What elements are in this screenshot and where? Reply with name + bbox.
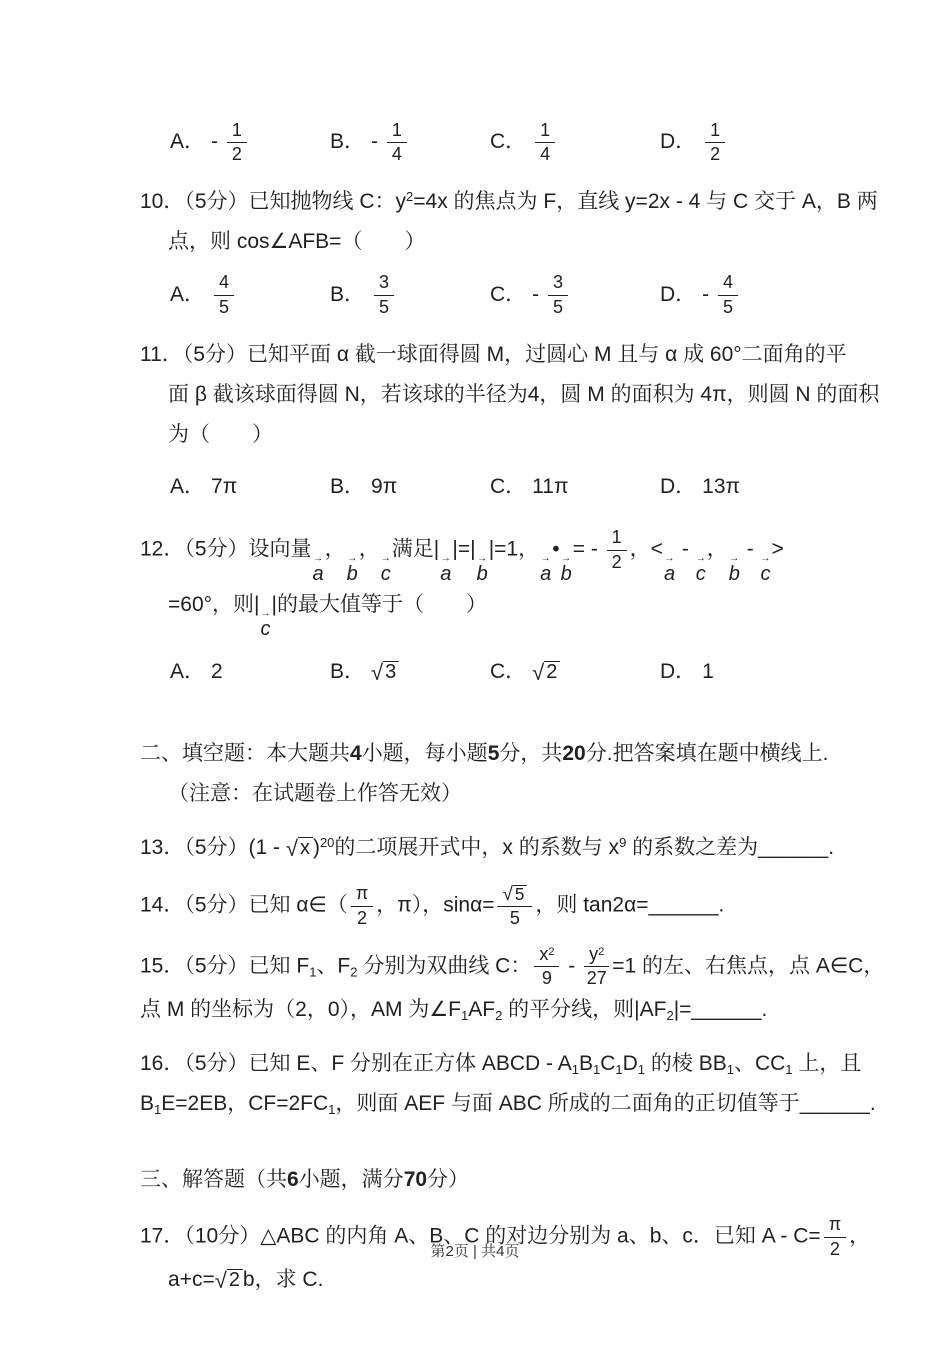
vector-arrow-icon: → (664, 553, 675, 564)
square-root (215, 1269, 243, 1292)
option-label: C． (490, 475, 527, 499)
fraction-denominator: 4 (391, 144, 402, 165)
square-root (286, 837, 313, 860)
radicand: 5 (513, 885, 528, 905)
vector-letter: a (540, 563, 552, 585)
vector-arrow-icon: → (380, 553, 391, 564)
superscript: 2 (548, 945, 555, 958)
fraction (584, 944, 609, 990)
square-root (371, 661, 399, 684)
fraction-denominator: 5 (553, 296, 564, 317)
option-item (490, 646, 660, 698)
fraction-denominator: 27 (586, 968, 607, 989)
vector (540, 554, 551, 585)
section-heading (140, 1160, 852, 1200)
question-block (140, 182, 878, 262)
vector-arrow-icon: → (347, 553, 358, 564)
subscript: 2 (350, 964, 358, 980)
vector (561, 554, 572, 585)
option-item: D． 1 (660, 660, 714, 684)
text-line: 14．（5分）已知 α∈（ $\frac{\pi}{2}$ ，π），sinα= √ 5 5 ，则 tan2α=______. (140, 883, 725, 929)
fraction (535, 120, 555, 166)
question-block (140, 882, 852, 929)
option-item: D． 13π (660, 475, 741, 499)
fraction (214, 272, 234, 318)
option-item: C． - $\frac{3}{5}$ (490, 269, 660, 321)
question-block (140, 1044, 876, 1124)
text-line: （注意：在试题卷上作答无效） (168, 782, 462, 806)
vector (347, 554, 358, 585)
fraction-numerator (497, 882, 532, 907)
option-item: B． 9π (330, 475, 398, 499)
options-row (140, 646, 852, 698)
vector-letter: c (760, 563, 771, 585)
fraction-numerator: 3 (374, 272, 394, 296)
subscript: 1 (592, 1062, 601, 1078)
vector (440, 554, 451, 585)
vector-letter: c (260, 618, 271, 640)
fraction-numerator: π (824, 1214, 846, 1238)
radical-sign: √ (532, 660, 545, 686)
subscript: 1 (309, 964, 317, 980)
section-heading (140, 734, 852, 814)
subscript: 1 (461, 1008, 469, 1024)
page-indicator: 第2页 | 共4页 (430, 1243, 520, 1260)
vector-letter: b (728, 563, 740, 585)
vector-arrow-icon: → (313, 553, 324, 564)
fraction (374, 272, 394, 318)
option-label: C． (490, 660, 527, 684)
option-item (170, 269, 330, 321)
option-item: A． - $\frac{1}{2}$ (170, 116, 330, 168)
fraction (534, 944, 559, 990)
fraction-denominator: 4 (540, 144, 551, 165)
option-label: A． (170, 660, 206, 684)
subscript: 1 (154, 1102, 162, 1118)
superscript: 20 (319, 835, 335, 851)
superscript: 2 (598, 945, 605, 958)
text-line: a+c= √ 2 b，求 C. (168, 1268, 324, 1294)
radical-sign: √ (371, 660, 384, 686)
text-line: 点，则 cos∠AFB=（ ） (168, 230, 426, 254)
fraction-denominator: 5 (723, 296, 734, 317)
fraction-denominator: 5 (379, 296, 390, 317)
vector-letter: c (695, 563, 706, 585)
fraction-denominator: 9 (541, 968, 552, 989)
options-row (140, 268, 852, 320)
fraction (351, 883, 373, 929)
vector (696, 554, 706, 585)
option-label: A． (170, 130, 206, 154)
fraction (497, 882, 532, 929)
question-block (140, 828, 852, 868)
fraction-denominator: 2 (231, 144, 242, 165)
vector-arrow-icon: → (440, 553, 451, 564)
fraction (387, 120, 407, 166)
vector-arrow-icon: → (760, 553, 771, 564)
square-root (532, 661, 560, 684)
vector (664, 554, 675, 585)
vector-letter: b (346, 563, 358, 585)
vector-arrow-icon: → (561, 553, 572, 564)
page-footer (0, 1240, 950, 1261)
option-label: B． (330, 130, 366, 154)
fraction-denominator: 2 (357, 907, 368, 928)
radical-sign: √ (285, 836, 298, 862)
option-item: A． 2 (170, 660, 223, 684)
fraction-numerator: 1 (387, 120, 407, 144)
fraction-numerator: 3 (548, 272, 568, 296)
option-label: C． (490, 130, 527, 154)
option-label: A． (170, 282, 206, 306)
subscript: 2 (495, 1008, 503, 1024)
text-line: 10．（5分）已知抛物线 C：$y^2=4x$ 的焦点为 F，直线 y=2x - 4 与 C 交于 A，B 两 (140, 189, 878, 214)
fraction-denominator: 5 (509, 908, 520, 929)
vector (477, 554, 488, 585)
option-label: B． (330, 660, 366, 684)
text-line: =60°，则| → c |的最大值等于（ ） (168, 593, 487, 640)
vector (761, 554, 771, 585)
option-label: D． (660, 130, 697, 154)
fraction-denominator: 2 (829, 1238, 840, 1259)
vector-arrow-icon: → (695, 553, 706, 564)
vector-arrow-icon: → (260, 608, 271, 619)
question-block (140, 943, 885, 1030)
fraction (718, 272, 738, 318)
text-line: 面 β 截该球面得圆 N，若该球的半径为4，圆 M 的面积为 4π，则圆 N 的面积 (168, 382, 880, 406)
bold-text: 6 (287, 1168, 299, 1192)
radical-sign: √ (502, 884, 513, 906)
option-item: B． - $\frac{1}{4}$ (330, 116, 490, 168)
text-line: 15．（5分）已知 $F_1$、$F_2$ 分别为双曲线 C： $\frac{x^2}{9}$ - $\frac{y^2}{27}$ =1 的左、右焦点，点 A∈C， (140, 943, 885, 989)
radical-sign: √ (214, 1268, 227, 1294)
radicand: 3 (383, 661, 399, 684)
text-line: 13．（5分）(1 - √ x )$^{20}$的二项展开式中，x 的系数与 $x^9$ 的系数之差为______. (140, 835, 835, 862)
option-item (490, 116, 660, 168)
text-line: 12．（5分）设向量 → a ， → b ， → c 满足| → a |=| → b |=1， → a • → b = - $\frac{1}{2}$ ，< → a - → c ， → b - → c > (140, 527, 784, 585)
vector (260, 609, 270, 640)
fraction (227, 120, 247, 166)
option-item: D． - $\frac{4}{5}$ (660, 269, 741, 321)
vector (313, 554, 324, 585)
radicand: x (298, 837, 313, 860)
subscript: 1 (785, 1062, 793, 1078)
vector-arrow-icon: → (477, 553, 488, 564)
fraction (607, 527, 627, 573)
option-item (330, 269, 490, 321)
text-line: 点 M 的坐标为（2，0），AM 为$\angle F_1AF_2$ 的平分线，则$|AF_2|=\_\_\_\_\_\_$. (140, 998, 768, 1024)
option-label: D． (660, 475, 697, 499)
option-item (330, 646, 490, 698)
fraction-numerator: 4 (718, 272, 738, 296)
bold-text: 20 (562, 742, 586, 766)
option-label: B． (330, 475, 366, 499)
fraction-denominator: 2 (611, 551, 622, 572)
square-root (502, 885, 527, 905)
subscript: 2 (666, 1008, 674, 1024)
options-row (140, 116, 852, 168)
vector-arrow-icon: → (540, 553, 551, 564)
fraction-numerator: $x^2$ (534, 944, 559, 968)
document-content (140, 110, 885, 1300)
vector-letter: a (663, 563, 676, 585)
vector-letter: c (380, 563, 391, 585)
text-line: 16．（5分）已知 E、F 分别在正方体 ABCD - $A_1B_1C_1D_1$ 的棱 $BB_1$、$CC_1$ 上，且 (140, 1052, 862, 1078)
subscript: 1 (615, 1062, 623, 1078)
subscript: 1 (328, 1102, 336, 1118)
options-row (140, 461, 852, 513)
fraction-numerator: π (351, 883, 373, 907)
option-item (660, 116, 728, 168)
option-label: C． (490, 282, 527, 306)
option-label: D． (660, 282, 697, 306)
option-item: A． 7π (170, 475, 238, 499)
option-label: B． (330, 282, 366, 306)
vector (381, 554, 391, 585)
superscript: 2 (406, 189, 414, 205)
radicand: 2 (544, 661, 560, 684)
fraction-numerator: 1 (607, 527, 627, 551)
question-block (140, 335, 880, 455)
bold-text: 4 (350, 742, 362, 766)
fraction-denominator: 2 (710, 144, 721, 165)
text-line: $B_1E=2EB$，$CF=2FC_1$，则面 AEF 与面 ABC 所成的二面角的正切值等于______. (140, 1092, 876, 1118)
vector-arrow-icon: → (729, 553, 740, 564)
question-block (140, 527, 852, 640)
bold-text: 70 (403, 1168, 428, 1192)
option-item: C． 11π (490, 475, 569, 499)
fraction (705, 120, 725, 166)
subscript: 1 (637, 1062, 646, 1078)
subscript: 1 (726, 1062, 734, 1078)
text-line: 11．（5分）已知平面 α 截一球面得圆 M，过圆心 M 且与 α 成 60°二面角的平 (140, 342, 847, 366)
option-label: D． (660, 660, 697, 684)
fraction-denominator: 5 (219, 296, 230, 317)
vector-letter: b (560, 563, 572, 585)
superscript: 9 (619, 835, 627, 851)
vector-letter: a (312, 563, 324, 585)
text-line: 二、填空题：本大题共4小题，每小题5分，共20分.把答案填在题中横线上. (140, 742, 829, 766)
subscript: 1 (571, 1062, 579, 1078)
vector-letter: a (440, 563, 452, 585)
vector (729, 554, 740, 585)
fraction-numerator: $y^2$ (584, 944, 609, 968)
text-line: 17．（10分）△ABC 的内角 A、B、C 的对边分别为 a、b、c．已知 A - C= $\frac{\pi}{2}$ ， (140, 1214, 871, 1259)
option-label: A． (170, 475, 206, 499)
fraction (548, 272, 568, 318)
text-line: 三、解答题（共6小题，满分70分） (140, 1168, 470, 1192)
fraction-numerator: 4 (214, 272, 234, 296)
bold-text: 5 (487, 742, 500, 766)
fraction-numerator: 1 (227, 120, 247, 144)
fraction-numerator: 1 (535, 120, 555, 144)
radicand: 2 (227, 1269, 243, 1292)
vector-letter: b (476, 563, 488, 585)
text-line: 为（ ） (168, 422, 273, 446)
fraction-numerator: 1 (705, 120, 725, 144)
